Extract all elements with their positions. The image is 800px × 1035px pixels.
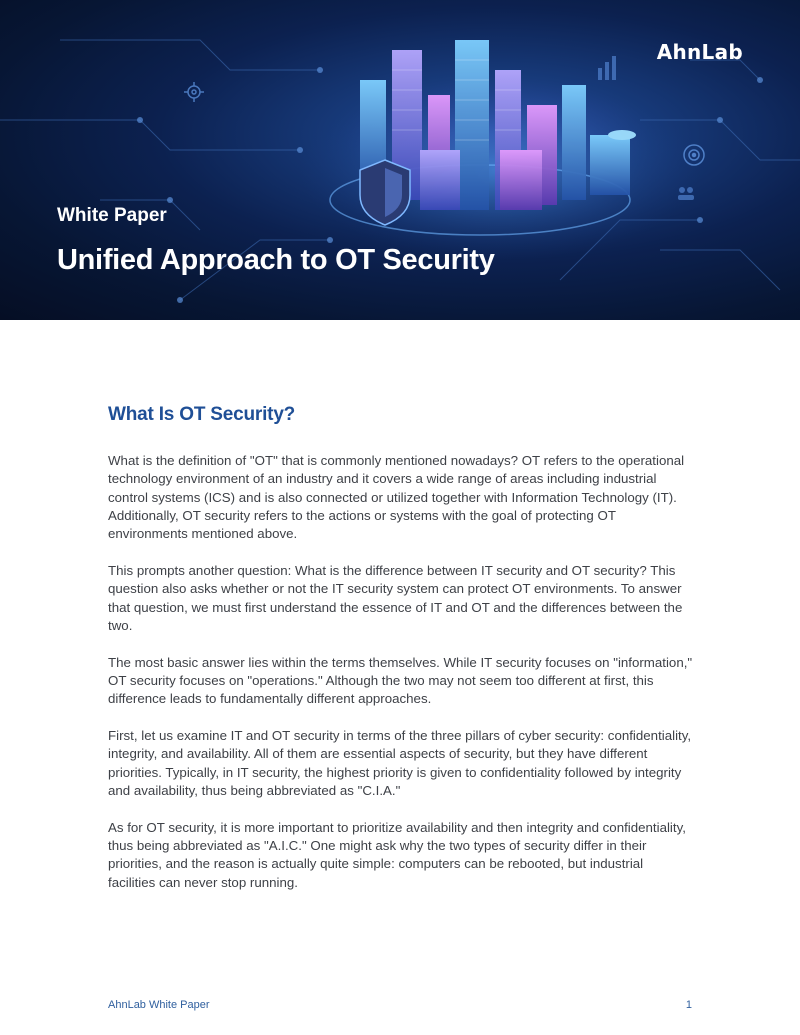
paragraph: This prompts another question: What is the difference between IT security and OT security? This question also asks whether or not the IT security system can protect OT environments. To answer that question, we must first understand the essence of IT and OT and the differences between the two. [108, 562, 683, 633]
document-type: White Paper [57, 205, 167, 226]
main-content [108, 404, 694, 910]
document-title: Unified Approach to OT Security [57, 244, 495, 276]
section-title: What Is OT Security? [108, 404, 296, 425]
paragraph: The most basic answer lies within the terms themselves. While IT security focuses on "information," OT security focuses on "operations." Although the two may not seem too different at first, this difference leads to fundamentally different approaches. [108, 654, 693, 707]
footer-label: AhnLab White Paper [108, 999, 210, 1011]
page-number: 1 [685, 999, 692, 1011]
paragraph: What is the definition of "OT" that is commonly mentioned nowadays? OT refers to the operational technology environment of an industry and it covers a wide range of areas including industrial control systems (ICS) and is also connected or utilized together with Information Technology (IT). Additionally, OT security refers to the actions or systems with the goal of protecting OT environments mentioned above. [108, 453, 685, 542]
ahnlab-logo: AhnLab [656, 40, 743, 64]
paragraph: As for OT security, it is more important to prioritize availability and then integrity and confidentiality, thus being abbreviated as "A.I.C." One might ask why the two types of security differ in their priorities, and the reason is actually quite simple: computers can be rebooted, but industrial facilities can never stop running. [108, 819, 686, 890]
bar-chart-icon [598, 56, 616, 80]
hero-banner [0, 0, 800, 320]
paragraph: First, let us examine IT and OT security in terms of the three pillars of cyber security: confidentiality, integrity, and availability. All of them are essential aspects of security, but they have different priorities. Typically, in IT security, the highest priority is given to confidentiality followed by integrity and availability, thus being abbreviated as "C.I.A." [108, 728, 692, 798]
gear-icon [184, 82, 204, 102]
